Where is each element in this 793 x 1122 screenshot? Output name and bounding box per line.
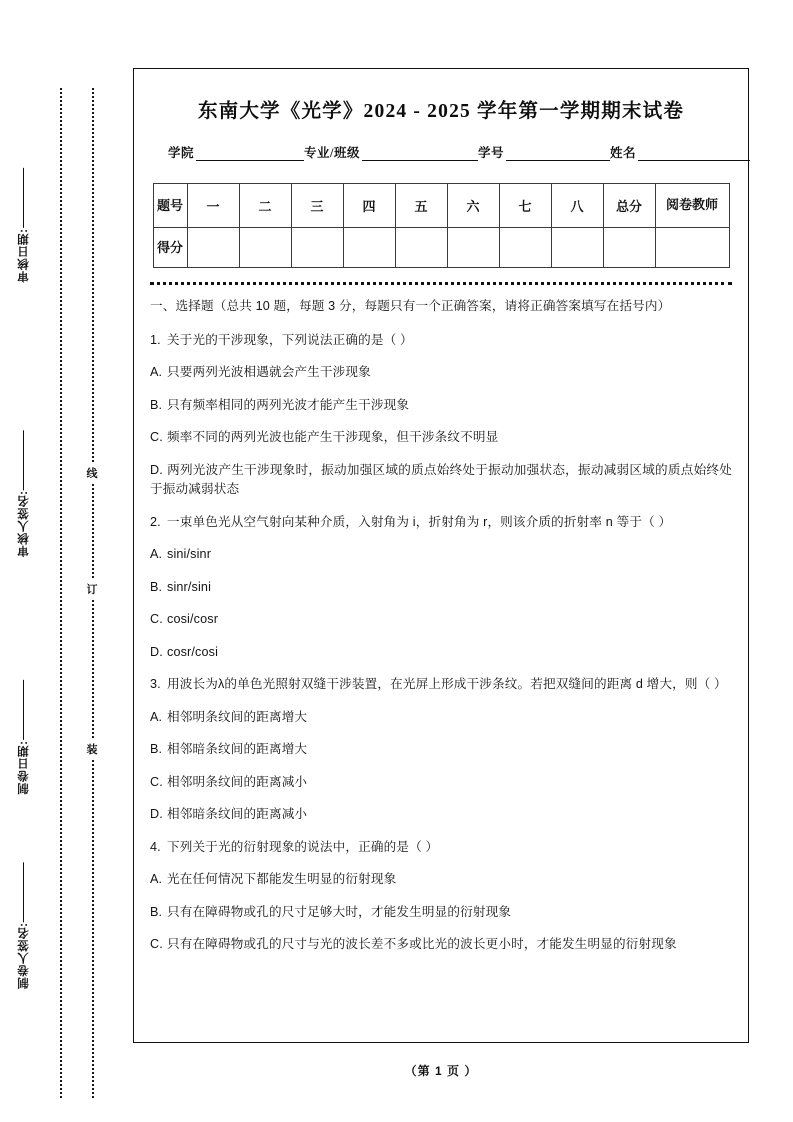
question-body <box>148 297 734 955</box>
score-cell-8[interactable] <box>551 228 603 268</box>
option-tag: A. <box>150 547 163 562</box>
option-text: 只有在障碍物或孔的尺寸与光的波长差不多或比光的波长更小时，才能发生明显的衍射现象 <box>167 937 677 952</box>
option-text: cosr/cosi <box>167 644 219 659</box>
question-stem-1 <box>150 331 732 351</box>
exam-content-frame <box>133 68 749 1043</box>
question-1-option-b[interactable] <box>150 396 732 416</box>
option-tag: D. <box>150 462 163 477</box>
question-1-option-c[interactable] <box>150 428 732 448</box>
option-tag: B. <box>150 742 163 757</box>
option-tag: C. <box>150 612 163 627</box>
field-student-id-input[interactable] <box>506 147 610 161</box>
score-cell-2[interactable] <box>239 228 291 268</box>
option-text: 相邻明条纹间的距离增大 <box>167 709 308 724</box>
review-date-text: 审核日期: <box>18 228 30 283</box>
option-tag: D. <box>150 807 163 822</box>
question-number-1: 1. <box>150 332 161 347</box>
question-text-1: 关于光的干涉现象，下列说法正确的是（ ） <box>167 332 413 347</box>
field-major-class-input[interactable] <box>362 147 478 161</box>
option-tag: A. <box>150 365 163 380</box>
option-tag: A. <box>150 872 163 887</box>
option-text: 只有在障碍物或孔的尺寸足够大时，才能发生明显的衍射现象 <box>167 904 512 919</box>
option-tag: C. <box>150 430 163 445</box>
sealing-margin <box>0 0 120 1122</box>
question-number-4: 4. <box>150 839 161 854</box>
page-footer: （第 1 页 ） <box>404 1064 478 1078</box>
paper-author-signature-label <box>16 862 60 989</box>
option-text: 光在任何情况下都能发生明显的衍射现象 <box>167 872 397 887</box>
option-tag: B. <box>150 397 163 412</box>
question-2-option-c[interactable] <box>150 610 732 630</box>
page-title: 东南大学《光学》2024 - 2025 学年第一学期期末试卷 <box>197 101 685 122</box>
option-text: 相邻暗条纹间的距离减小 <box>167 807 308 822</box>
question-3-option-a[interactable] <box>150 708 732 728</box>
score-col-1: 一 <box>187 184 239 228</box>
question-text-2: 一束单色光从空气射向某种介质，入射角为 i，折射角为 r，则该介质的折射率 n 等于（ ） <box>167 514 672 529</box>
field-name <box>610 143 750 161</box>
paper-date-text: 制卷日期: <box>18 740 30 795</box>
option-tag: C. <box>150 937 163 952</box>
question-number-2: 2. <box>150 514 161 529</box>
score-col-6: 六 <box>447 184 499 228</box>
paper-author-signature-rule <box>24 862 25 922</box>
option-text: 只要两列光波相遇就会产生干涉现象 <box>167 365 371 380</box>
option-text: sini/sinr <box>167 547 212 562</box>
option-text: cosi/cosr <box>167 612 219 627</box>
score-row-stub: 得分 <box>153 228 187 268</box>
question-2-option-b[interactable] <box>150 578 732 598</box>
option-text: 相邻暗条纹间的距离增大 <box>167 742 308 757</box>
seal-char-xian: 线 <box>84 462 100 484</box>
section-heading: 一、选择题（总共 10 题，每题 3 分，每题只有一个正确答案，请将正确答案填写在括号内） <box>150 299 671 313</box>
seal-dashed-line-outer <box>60 88 62 1098</box>
question-1-option-d[interactable] <box>150 461 732 500</box>
review-date-label <box>16 168 60 283</box>
score-cell-1[interactable] <box>187 228 239 268</box>
paper-date-label <box>16 680 60 795</box>
score-table-stub-header: 题号 <box>153 184 187 228</box>
field-name-input[interactable] <box>638 147 750 161</box>
field-major-class <box>304 143 478 161</box>
score-col-5: 五 <box>395 184 447 228</box>
score-cell-teacher[interactable] <box>655 228 729 268</box>
student-identity-row <box>148 143 734 161</box>
review-date-rule <box>24 168 25 228</box>
option-tag: C. <box>150 774 163 789</box>
option-text: 相邻明条纹间的距离减小 <box>167 774 308 789</box>
reviewer-signature-text: 审核人签名: <box>18 490 30 558</box>
field-college-label: 学院 <box>168 146 195 160</box>
score-cell-3[interactable] <box>291 228 343 268</box>
option-text: 只有频率相同的两列光波才能产生干涉现象 <box>167 397 410 412</box>
question-4-option-b[interactable] <box>150 903 732 923</box>
option-tag: B. <box>150 579 163 594</box>
paper-author-signature-text: 制卷人签名: <box>18 922 30 990</box>
score-cell-6[interactable] <box>447 228 499 268</box>
option-tag: A. <box>150 709 163 724</box>
question-3-option-d[interactable] <box>150 805 732 825</box>
score-col-total: 总分 <box>603 184 655 228</box>
question-stem-3 <box>150 675 732 695</box>
option-tag: B. <box>150 904 163 919</box>
score-col-4: 四 <box>343 184 395 228</box>
reviewer-signature-label <box>16 430 60 557</box>
field-student-id-label: 学号 <box>478 146 505 160</box>
score-cell-5[interactable] <box>395 228 447 268</box>
field-college-input[interactable] <box>196 147 304 161</box>
question-3-option-c[interactable] <box>150 773 732 793</box>
score-cell-4[interactable] <box>343 228 395 268</box>
score-col-3: 三 <box>291 184 343 228</box>
score-col-7: 七 <box>499 184 551 228</box>
field-major-class-label: 专业/班级 <box>304 146 360 160</box>
score-col-8: 八 <box>551 184 603 228</box>
score-col-teacher: 阅卷教师 <box>655 184 729 228</box>
field-college <box>168 143 304 161</box>
option-text: 频率不同的两列光波也能产生干涉现象，但干涉条纹不明显 <box>167 430 499 445</box>
section-divider <box>150 282 732 285</box>
question-number-3: 3. <box>150 677 161 692</box>
question-4-option-c[interactable] <box>150 935 732 955</box>
question-text-4: 下列关于光的衍射现象的说法中，正确的是（ ） <box>167 839 439 854</box>
question-text-3: 用波长为λ的单色光照射双缝干涉装置，在光屏上形成干涉条纹。若把双缝间的距离 d 增大，则（ ） <box>167 677 727 692</box>
paper-date-rule <box>24 680 25 740</box>
score-cell-total[interactable] <box>603 228 655 268</box>
question-stem-2 <box>150 513 732 533</box>
seal-char-zhuang: 装 <box>84 738 100 760</box>
score-table-score-row <box>153 228 729 268</box>
question-4-option-a[interactable] <box>150 870 732 890</box>
field-name-label: 姓名 <box>610 146 637 160</box>
reviewer-signature-rule <box>24 430 25 490</box>
question-3-option-b[interactable] <box>150 740 732 760</box>
option-text: 两列光波产生干涉现象时，振动加强区域的质点始终处于振动加强状态，振动减弱区域的质点始终处于振动减弱状态 <box>150 462 732 497</box>
option-tag: D. <box>150 644 163 659</box>
score-col-2: 二 <box>239 184 291 228</box>
question-1-option-a[interactable] <box>150 363 732 383</box>
question-stem-4 <box>150 838 732 858</box>
question-2-option-a[interactable] <box>150 545 732 565</box>
field-student-id <box>478 143 610 161</box>
score-table-header-row <box>153 184 729 228</box>
option-text: sinr/sini <box>167 579 212 594</box>
score-table <box>153 183 730 268</box>
score-cell-7[interactable] <box>499 228 551 268</box>
seal-char-ding: 订 <box>84 578 100 600</box>
question-2-option-d[interactable] <box>150 643 732 663</box>
